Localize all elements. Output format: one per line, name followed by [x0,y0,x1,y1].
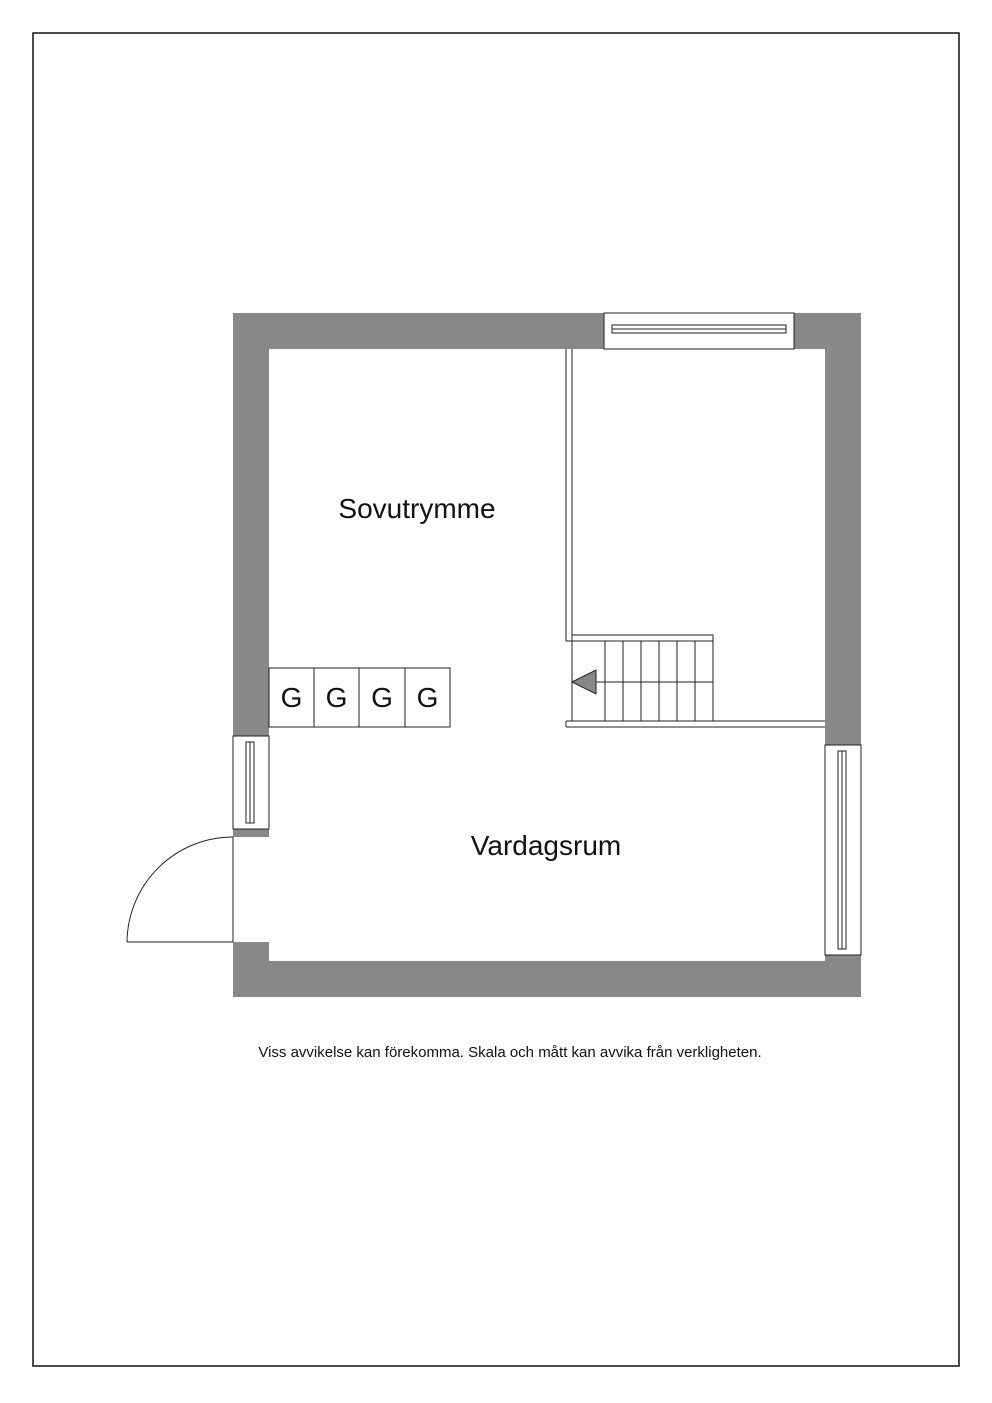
room-label-bedroom: Sovutrymme [338,493,496,524]
wall-right-lower [825,955,861,997]
wardrobe-label-3: G [371,682,393,713]
wall-right-upper [825,313,861,745]
wall-left-mid [233,829,269,837]
room-label-living: Vardagsrum [470,830,622,861]
disclaimer-text: Viss avvikelse kan förekomma. Skala och mått kan avvika från verkligheten. [258,1044,762,1061]
page-frame [33,33,959,1366]
wall-left-upper [233,313,269,736]
wardrobe-label-4: G [416,682,439,713]
walls [233,313,861,997]
wall-top-left [233,313,604,349]
wardrobe-label-1: G [280,682,303,713]
entry-door [127,837,233,942]
wardrobe-label-2: G [325,682,348,713]
window-right [825,745,861,955]
window-left [233,736,269,829]
wall-bottom [233,961,861,997]
window-top [604,313,794,349]
